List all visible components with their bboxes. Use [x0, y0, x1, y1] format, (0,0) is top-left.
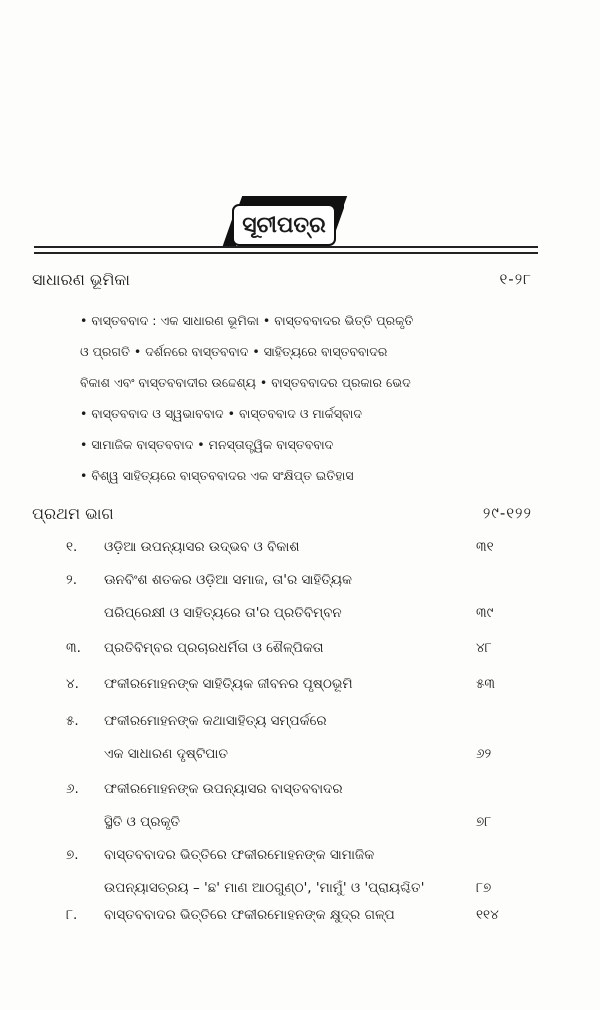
chapter-number: ୫. — [66, 712, 79, 729]
page-number: ୭୮ — [476, 813, 492, 830]
chapter-number: ୩. — [66, 639, 81, 656]
chapter-number: ୨. — [66, 571, 78, 588]
section-heading-part-one — [32, 504, 532, 524]
topic-line: • ସାମାଜିକ ବାସ୍ତବବାଦ • ମନସ୍ତାତ୍ତ୍ୱିକ ବାସ୍ତବବାଦ — [80, 437, 334, 452]
section-page-range: ୨୯-୧୨୨ — [482, 504, 532, 522]
divider — [34, 252, 538, 254]
topic-line: • ବିଶ୍ୱ ସାହିତ୍ୟରେ ବାସ୍ତବବାଦର ଏକ ସଂକ୍ଷିପ୍ତ ଇତିହାସ — [80, 468, 354, 483]
chapter-title: ଫକୀରମୋହନଙ୍କ କଥାସାହିତ୍ୟ ସମ୍ପର୍କରେ — [104, 712, 327, 729]
section-page-range: ୧-୨୮ — [499, 270, 532, 288]
chapter-title: ଊନବିଂଶ ଶତକର ଓଡ଼ିଆ ସମାଜ, ତା'ର ସାହିତ୍ୟିକ — [104, 571, 352, 588]
section-title: ସାଧାରଣ ଭୂମିକା — [32, 270, 130, 289]
topic-line: • ବାସ୍ତବବାଦ ଓ ସ୍ୱଭାବବାଦ • ବାସ୍ତବବାଦ ଓ ମାର୍କସ୍‌ବାଦ — [80, 406, 362, 421]
chapter-title-cont: ଏକ ସାଧାରଣ ଦୃଷ୍ଟିପାତ — [104, 745, 228, 762]
page-number: ୩୧ — [476, 538, 494, 555]
page-number: ୬୨ — [476, 745, 492, 762]
page-number: ୩୯ — [476, 604, 494, 621]
toc-entry-8[interactable] — [66, 898, 536, 931]
chapter-title-cont: ପରିପ୍ରେକ୍ଷୀ ଓ ସାହିତ୍ୟରେ ତା'ର ପ୍ରତିବିମ୍ବନ — [104, 604, 342, 621]
chapter-title: ବାସ୍ତବବାଦର ଭିତ୍ତିରେ ଫକୀରମୋହନଙ୍କ କ୍ଷୁଦ୍ର ଗଳ୍ପ — [104, 906, 395, 923]
chapter-title: ପ୍ରତିବିମ୍ବର ପ୍ରଚାରଧର୍ମିତା ଓ ଶୈଳ୍ପିକତା — [104, 639, 324, 656]
chapter-title: ଓଡ଼ିଆ ଉପନ୍ୟାସର ଉଦ୍ଭବ ଓ ବିକାଶ — [104, 538, 300, 555]
chapter-title-cont: ସ୍ଥିତି ଓ ପ୍ରକୃତି — [104, 813, 181, 830]
chapter-number: ୧. — [66, 538, 78, 555]
toc-entry-6[interactable] — [66, 772, 536, 838]
page-number: ୧୧୪ — [476, 906, 499, 923]
chapter-title-cont: ଉପନ୍ୟାସତ୍ରୟ – 'ଛ' ମାଣ ଆଠଗୁଣ୍ଠ', 'ମାମୁଁ' ଓ 'ପ୍ରାୟଶ୍ଚିତ' — [104, 879, 425, 896]
toc-entry-5[interactable] — [66, 704, 536, 770]
chapter-number: ୬. — [66, 780, 79, 797]
page-title: ସୂଚୀପତ୍ର — [232, 204, 336, 246]
chapter-number: ୮. — [66, 906, 78, 923]
toc-entry-3[interactable] — [66, 631, 536, 664]
topic-line: • ବାସ୍ତବବାଦ : ଏକ ସାଧାରଣ ଭୂମିକା • ବାସ୍ତବବାଦର ଭିତ୍ତି ପ୍ରକୃତି — [80, 313, 414, 328]
chapter-number: ୭. — [66, 846, 79, 863]
page-number: ୫୩ — [476, 675, 496, 692]
page-number: ୪୮ — [476, 639, 492, 656]
topic-line: ବିକାଶ ଏବଂ ବାସ୍ତବବାଦୀର ଉଦ୍ଦେଶ୍ୟ • ବାସ୍ତବବାଦର ପ୍ରକାର ଭେଦ — [80, 375, 411, 390]
chapter-number: ୪. — [66, 675, 79, 692]
chapter-title: ବାସ୍ତବବାଦର ଭିତ୍ତିରେ ଫକୀରମୋହନଙ୍କ ସାମାଜିକ — [104, 846, 375, 863]
topic-line: ଓ ପ୍ରଗତି • ଦର୍ଶନରେ ବାସ୍ତବବାଦ • ସାହିତ୍ୟରେ ବାସ୍ତବବାଦର — [80, 344, 388, 359]
section-title: ପ୍ରଥମ ଭାଗ — [32, 504, 114, 523]
divider — [34, 246, 538, 248]
toc-entry-7[interactable] — [66, 838, 536, 904]
intro-topics — [80, 305, 460, 491]
toc-entry-1[interactable] — [66, 530, 536, 563]
toc-entry-2[interactable] — [66, 563, 536, 629]
section-heading-intro — [32, 270, 532, 290]
chapter-title: ଫକୀରମୋହନଙ୍କ ସାହିତ୍ୟିକ ଜୀବନର ପୃଷ୍ଠଭୂମି — [104, 675, 353, 692]
toc-entry-4[interactable] — [66, 667, 536, 700]
chapter-title: ଫକୀରମୋହନଙ୍କ ଉପନ୍ୟାସର ବାସ୍ତବବାଦର — [104, 780, 343, 797]
page-number: ୮୭ — [476, 879, 492, 896]
